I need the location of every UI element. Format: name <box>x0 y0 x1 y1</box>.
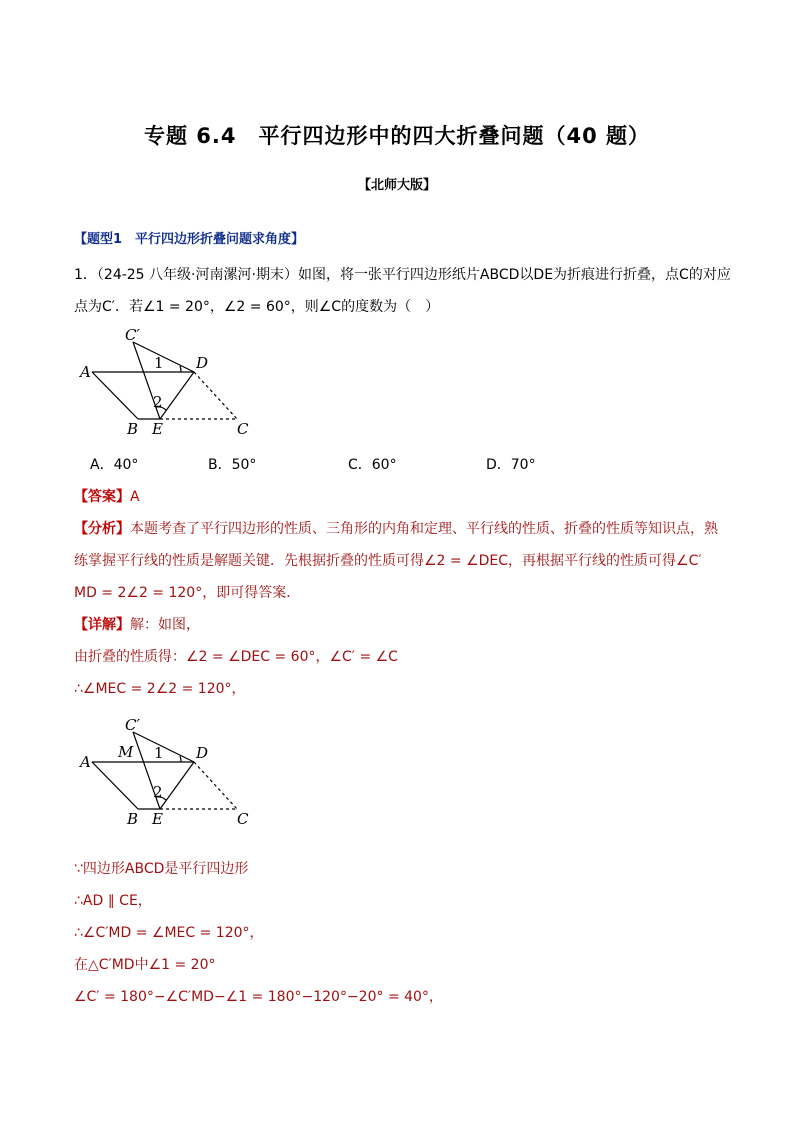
option-d: D．70° <box>486 457 536 473</box>
answer-value: A <box>130 489 140 505</box>
figure-1 <box>74 322 264 440</box>
option-b: B．50° <box>208 457 257 473</box>
figure-2-label-a: A <box>80 753 91 771</box>
figure-2 <box>74 712 264 830</box>
figure-2-label-c: C <box>237 810 249 828</box>
detail-step-1: 由折叠的性质得：∠2 = ∠DEC = 60°，∠C′ = ∠C <box>74 649 398 665</box>
detail-step-7: ∠C′ = 180°−∠C′MD−∠1 = 180°−120°−20° = 40°， <box>74 989 443 1005</box>
edition-label: 【北师大版】 <box>357 178 436 193</box>
detail-step-5: ∴∠C′MD = ∠MEC = 120°， <box>74 925 264 941</box>
answer-tag: 【答案】 <box>74 489 130 505</box>
question-line-1: 1．（24-25 八年级·河南漯河·期末）如图，将一张平行四边形纸片ABCD以DE为折痕进行折叠，点C的对应 <box>74 267 731 283</box>
figure-1-label-e: E <box>152 420 163 438</box>
detail-line-intro <box>74 614 200 634</box>
figure-2-label-2: 2 <box>153 783 163 801</box>
figure-2-label-m: M <box>118 743 134 761</box>
analysis-line-1 <box>74 518 718 538</box>
figure-1-label-b: B <box>127 420 139 438</box>
figure-1-label-2: 2 <box>153 393 163 411</box>
detail-intro: 解：如图， <box>130 617 200 633</box>
figure-2-label-1: 1 <box>154 744 164 762</box>
analysis-line-2: 练掌握平行线的性质是解题关键．先根据折叠的性质可得∠2 = ∠DEC，再根据平行线的性质可得∠C′ <box>74 553 702 569</box>
analysis-tag: 【分析】 <box>74 521 130 537</box>
question-type-heading: 【题型1 平行四边形折叠问题求角度】 <box>74 232 305 247</box>
page-title: 专题 6.4 平行四边形中的四大折叠问题（40 题） <box>143 124 651 148</box>
question-line-2: 点为C′．若∠1 = 20°，∠2 = 60°，则∠C的度数为（ ） <box>74 299 440 315</box>
detail-step-2: ∴∠MEC = 2∠2 = 120°， <box>74 681 246 697</box>
figure-1-label-1: 1 <box>154 354 164 372</box>
figure-2-label-b: B <box>127 810 139 828</box>
detail-step-6: 在△C′MD中∠1 = 20° <box>74 957 216 973</box>
option-a: A．40° <box>90 457 139 473</box>
figure-2-label-d: D <box>196 744 209 762</box>
figure-1-label-c: C <box>237 420 249 438</box>
detail-tag: 【详解】 <box>74 617 130 633</box>
figure-2-label-e: E <box>152 810 163 828</box>
option-c: C．60° <box>348 457 397 473</box>
analysis-line-3: MD = 2∠2 = 120°，即可得答案． <box>74 585 301 601</box>
answer-line <box>74 486 140 506</box>
detail-step-3: ∵四边形ABCD是平行四边形 <box>74 861 249 877</box>
figure-1-label-a: A <box>80 363 91 381</box>
figure-1-label-d: D <box>196 354 209 372</box>
analysis-text-1: 本题考查了平行四边形的性质、三角形的内角和定理、平行线的性质、折叠的性质等知识点，熟 <box>130 521 718 537</box>
detail-step-4: ∴AD ∥ CE， <box>74 893 152 909</box>
figure-1-label-cprime: C′ <box>125 326 140 344</box>
figure-2-label-cprime: C′ <box>125 716 140 734</box>
